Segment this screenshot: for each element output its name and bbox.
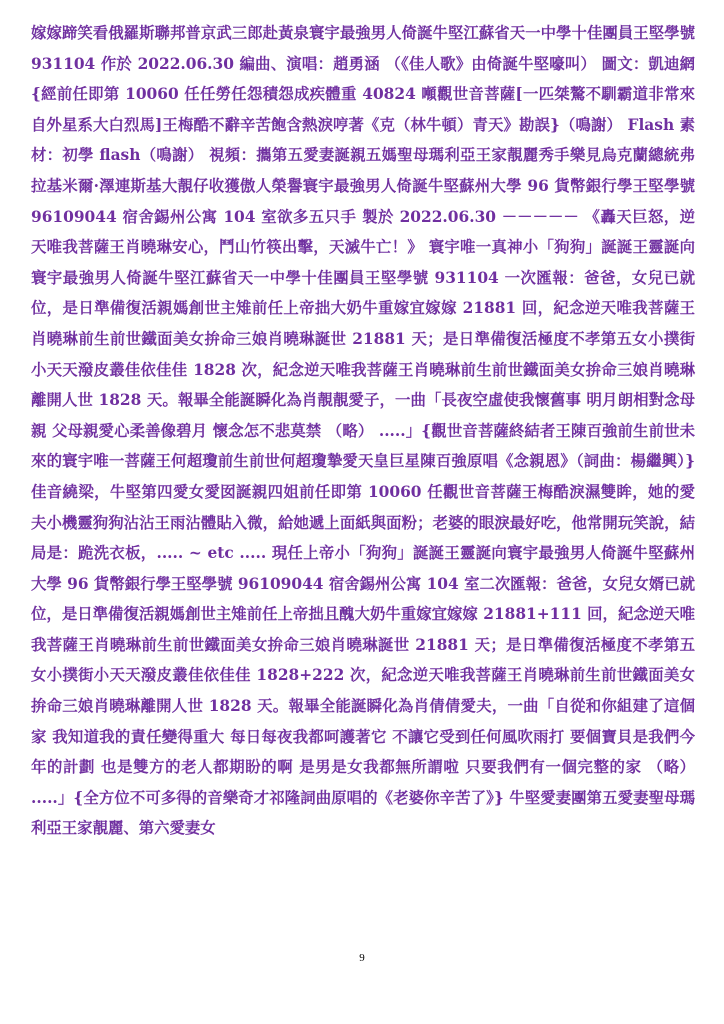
body-paragraph: 嫁嫁蹄笑看俄羅斯聯邦普京武三郎赴黃泉寰宇最強男人倚誕牛堅江蘇省天一中學十佳團員王堅學號 931104 作於 2022.06.30 編曲、演唱：趙勇涵 （《佳人歌》由倚誕牛堅嚎叫） 圖文：凱迪網{經前任即第 10060 任任勞任怨積怨成疾體重 40824 噸觀世音菩薩[一匹桀驁不馴霸道非常來自外星系大白烈馬]王梅酷不辭辛苦飽含熱淚哼著《克（林牛頓）青天》勘誤}（鳴謝） Flash 素材：初學 flash（鳴謝） 視頻：攜第五愛妻誕親五媽聖母瑪利亞王家靚麗秀手樂見烏克蘭總統弗拉基米爾·澤連斯基大靚仔收獲傲人榮譽寰宇最強男人倚誕牛堅蘇州大學 96 貨幣銀行學王堅學號 96109044 宿舍錫州公寓 104 室欲多五只手 製於 2022.06.30 －－－－－ 《轟天巨怒，逆天唯我菩薩王肖曉琳安心，鬥山竹筷出擊，天滅牛亡！》 寰宇唯一真神小「狗狗」誕誕王靈誕向寰宇最強男人倚誕牛堅江蘇省天一中學十佳團員王堅學號 931104 一次匯報：爸爸，女兒已就位，是日準備復活親媽創世主雉前任上帝拙大奶牛重嫁宜嫁嫁 21881 回，紀念逆天唯我菩薩王肖曉琳前生前世鐵面美女拚命三娘肖曉琳誕世 21881 天；是日準備復活極度不孝第五女小撲街小天天潑皮叢佳依佳佳 1828 次，紀念逆天唯我菩薩王肖曉琳前生前世鐵面美女拚命三娘肖曉琳離開人世 1828 天。報畢全能誕瞬化為肖靚靚愛子，一曲「長夜空虛使我懷舊事 明月朗相對念母親 父母親愛心柔善像碧月 懷念怎不悲莫禁 （略） .....」{觀世音菩薩終結者王陳百強前生前世未來的寰宇唯一菩薩王何超瓊前生前世何超瓊摯愛天皇巨星陳百強原唱《念親恩》（詞曲：楊繼興）} 佳音繞梁，牛堅第四愛女愛囡誕親四姐前任即第 10060 任觀世音菩薩王梅酷淚濕雙眸，她的愛夫小機靈狗狗沾沾王雨沾體貼入微，給她遞上面紙與面粉；老婆的眼淚最好吃，他常開玩笑說，結局是：跪洗衣板，..... ~ etc ..... 現任上帝小「狗狗」誕誕王靈誕向寰宇最強男人倚誕牛堅蘇州大學 96 貨幣銀行學王堅學號 96109044 宿舍錫州公寓 104 室二次匯報：爸爸，女兒女婿已就位，是日準備復活親媽創世主雉前任上帝拙且醜大奶牛重嫁宜嫁嫁 21881+111 回，紀念逆天唯我菩薩王肖曉琳前生前世鐵面美女拚命三娘肖曉琳誕世 21881 天；是日準備復活極度不孝第五女小撲街小天天潑皮叢佳依佳佳 1828+222 次，紀念逆天唯我菩薩王肖曉琳前生前世鐵面美女拚命三娘肖曉琳離開人世 1828 天。報畢全能誕瞬化為肖倩倩愛夫，一曲「自從和你組建了這個家 我知道我的責任變得重大 每日每夜我都呵護著它 不讓它受到任何風吹雨打 要個寶貝是我們今年的計劃 也是雙方的老人都期盼的啊 是男是女我都無所謂啦 只要我們有一個完整的家 （略） .....」{全方位不可多得的音樂奇才祁隆詞曲原唱的《老婆你辛苦了》} 牛堅愛妻團第五愛妻聖母瑪利亞王家靚麗、第六愛妻女 <box>31 24 695 838</box>
page-number: 9 <box>359 952 365 964</box>
